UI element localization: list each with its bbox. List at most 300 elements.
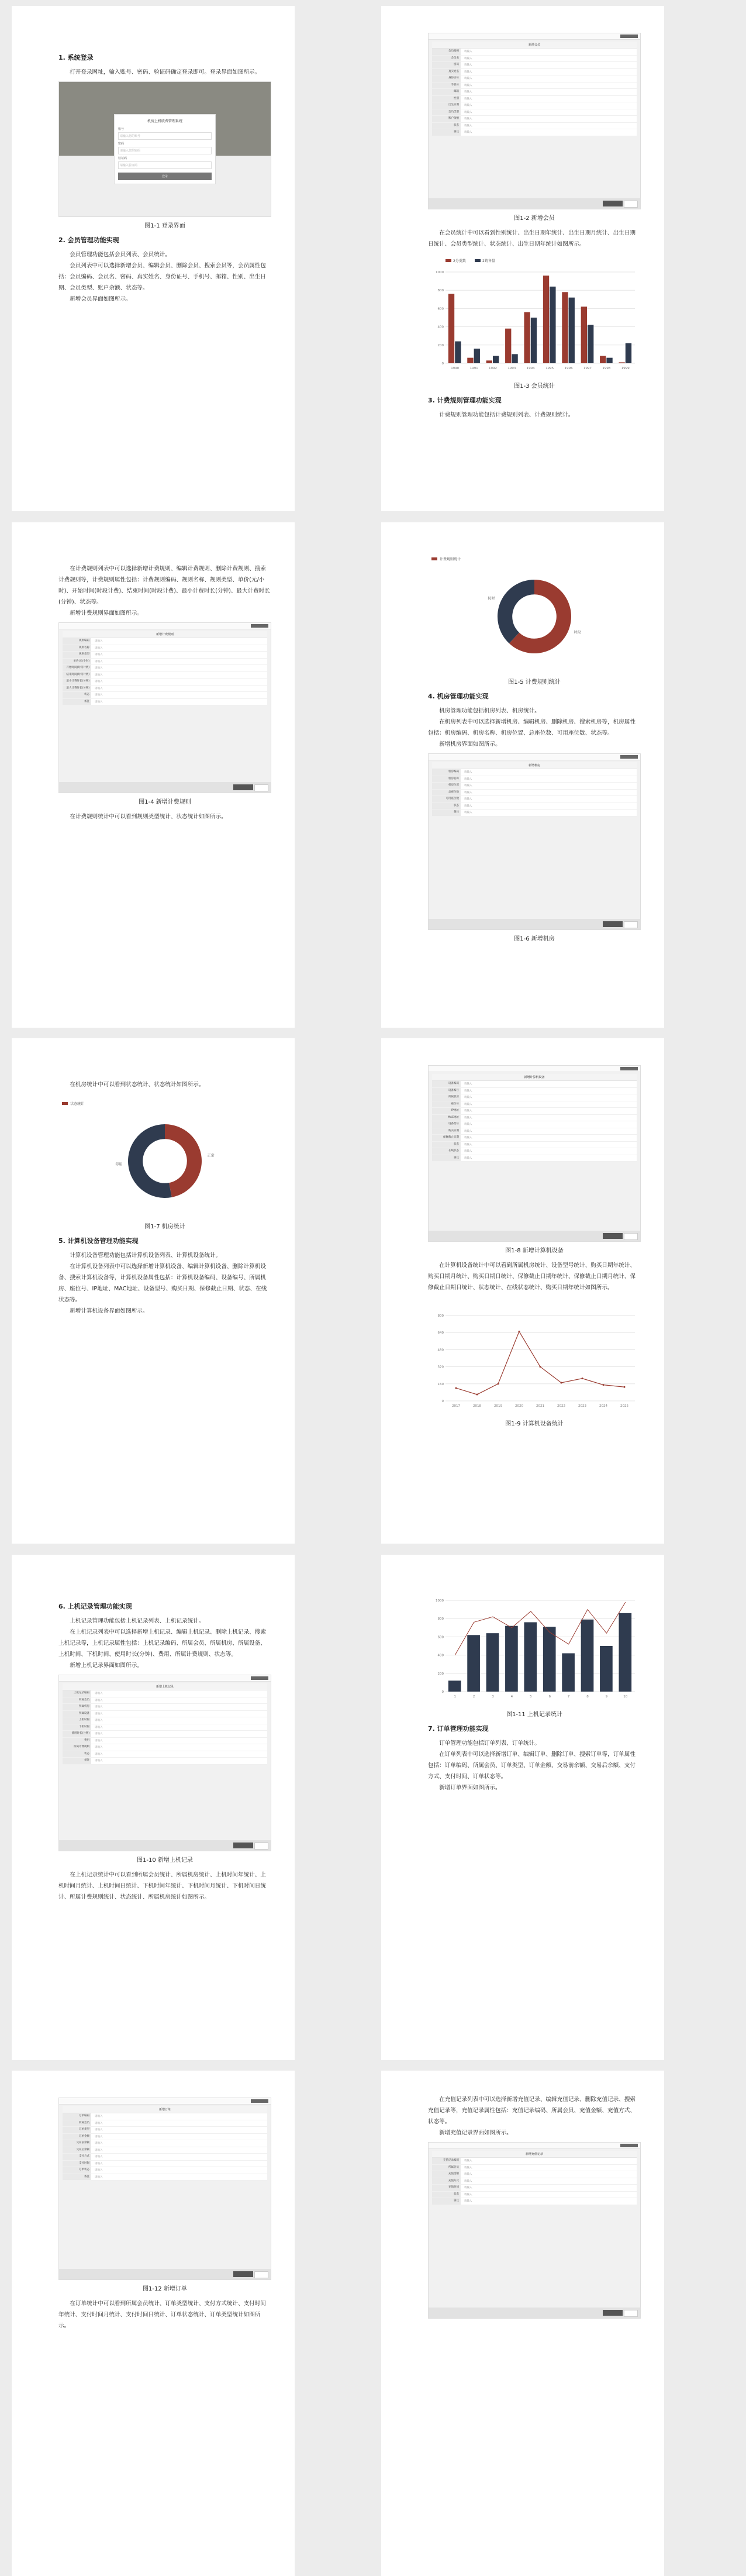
form-row bbox=[432, 1135, 637, 1142]
form-input[interactable]: 请输入 bbox=[95, 694, 103, 697]
legend-swatch bbox=[445, 259, 451, 262]
paragraph: 在上机记录列表中可以选择新增上机记录、编辑上机记录、删除上机记录、搜索上机记录等，上机记录属性包括：上机记录编码、所属会员、所属机房、所属设备、上机时间、下机时间、使用时长(分钟)、费用、所属计费规则、状态等。 bbox=[58, 1629, 266, 1658]
section-heading: 6. 上机记录管理功能实现 bbox=[58, 1603, 132, 1610]
form-input[interactable]: 请输入 bbox=[464, 77, 472, 81]
page-content bbox=[58, 1596, 271, 1903]
form-row bbox=[63, 2167, 267, 2174]
form-input[interactable]: 请输入 bbox=[464, 2173, 472, 2176]
form-row bbox=[63, 672, 267, 679]
paragraph: 在计算机设备列表中可以选择新增计算机设备、编辑计算机设备、删除计算机设备、搜索计算机设备等，计算机设备属性包括：计算机设备编码、设备编号、所属机房、座位号、IP地址、MAC地址、设备型号、购买日期、保修截止日期、状态、在线状态等。 bbox=[58, 1263, 267, 1303]
x-tick: 1 bbox=[454, 1695, 456, 1699]
form-input[interactable]: 请输入 bbox=[95, 1752, 103, 1756]
y-tick: 200 bbox=[437, 343, 444, 347]
form-label: 所属会员 bbox=[432, 2165, 461, 2171]
save-button[interactable] bbox=[603, 201, 623, 206]
form-row bbox=[63, 2120, 267, 2127]
paragraph: 在上机记录统计中可以看到所属会员统计、所属机房统计、上机时间年统计、上机时间月统计、上机时间日统计、下机时间年统计、下机时间月统计、下机时间日统计、所属计费规则统计、状态统计、所属机房统计如图所示。 bbox=[58, 1872, 266, 1900]
form-row bbox=[63, 652, 267, 659]
form-row bbox=[432, 116, 637, 123]
x-tick: 1996 bbox=[564, 367, 573, 370]
x-tick: 2024 bbox=[599, 1404, 607, 1408]
form-label: 性别 bbox=[432, 96, 461, 102]
form-row bbox=[63, 1717, 267, 1724]
form-input[interactable]: 请输入 bbox=[464, 70, 472, 74]
form-input[interactable]: 请输入 bbox=[95, 1719, 103, 1723]
y-tick: 800 bbox=[437, 289, 444, 293]
section-heading: 5. 计算机设备管理功能实现 bbox=[58, 1237, 139, 1245]
y-tick: 800 bbox=[437, 1617, 444, 1621]
form-label: 状态 bbox=[63, 692, 91, 698]
form-panel bbox=[432, 2151, 637, 2205]
cancel-button[interactable] bbox=[624, 201, 638, 208]
form-input[interactable]: 请输入 bbox=[464, 1123, 472, 1127]
legend-label: 计费规则统计 bbox=[440, 557, 461, 562]
form-row bbox=[63, 1758, 267, 1765]
section-heading: 4. 机房管理功能实现 bbox=[428, 693, 489, 700]
x-tick: 1999 bbox=[621, 367, 630, 370]
form-label: 备注 bbox=[63, 699, 91, 705]
form-row bbox=[432, 1148, 637, 1155]
form-row bbox=[432, 1142, 637, 1149]
x-tick: 2023 bbox=[578, 1404, 586, 1408]
figure-caption: 图1-1 登录界面 bbox=[144, 223, 185, 229]
form-row bbox=[432, 810, 637, 817]
page-content bbox=[58, 563, 271, 822]
save-button[interactable] bbox=[233, 2271, 253, 2277]
window-bar bbox=[429, 33, 640, 40]
form-label: 上机时间 bbox=[63, 1717, 91, 1724]
form-input[interactable]: 请输入 bbox=[95, 1746, 103, 1750]
y-tick: 0 bbox=[441, 1400, 444, 1403]
form-row bbox=[432, 1094, 637, 1101]
y-tick: 600 bbox=[437, 1635, 444, 1640]
bar bbox=[626, 343, 631, 363]
form-input[interactable]: 请输入 bbox=[464, 2179, 472, 2183]
page-content bbox=[428, 29, 641, 421]
form-input[interactable]: 请输入 bbox=[464, 804, 472, 808]
form-label: 充值记录编码 bbox=[432, 2158, 461, 2164]
form-input[interactable]: 请输入 bbox=[464, 2200, 472, 2203]
figure-caption: 图1-6 新增机房 bbox=[514, 936, 555, 942]
form-label: 费用 bbox=[63, 1738, 91, 1744]
form-input[interactable]: 请输入 bbox=[464, 1103, 472, 1106]
form-row bbox=[63, 659, 267, 666]
form-row bbox=[432, 2165, 637, 2172]
form-row bbox=[432, 62, 637, 69]
form-input[interactable]: 请输入 bbox=[95, 653, 103, 657]
login-input[interactable]: 请输入您的密码 bbox=[118, 147, 212, 154]
form-label: 订单类型 bbox=[63, 2127, 91, 2133]
form-input[interactable]: 请输入 bbox=[95, 2129, 103, 2132]
form-title: 新增上机记录 bbox=[63, 1683, 267, 1690]
figure-caption: 图1-5 计费规则统计 bbox=[508, 679, 561, 686]
form-label: 所属机房 bbox=[63, 1704, 91, 1710]
form-label: 备注 bbox=[432, 129, 461, 136]
y-tick: 640 bbox=[437, 1331, 444, 1335]
form-row bbox=[432, 783, 637, 790]
form-input[interactable]: 请输入 bbox=[95, 2162, 103, 2165]
paragraph: 新增计费规则界面如图所示。 bbox=[70, 610, 143, 617]
form-input[interactable]: 请输入 bbox=[95, 1759, 103, 1763]
form-input[interactable]: 请输入 bbox=[464, 111, 472, 114]
page-9 bbox=[12, 2071, 295, 2576]
figure-caption: 图1-10 新增上机记录 bbox=[137, 1857, 193, 1864]
figure-caption: 图1-3 会员统计 bbox=[514, 383, 555, 390]
form-row bbox=[432, 123, 637, 130]
form-input[interactable]: 请输入 bbox=[464, 1137, 472, 1140]
save-button[interactable] bbox=[233, 784, 253, 790]
save-button[interactable] bbox=[603, 1233, 623, 1239]
legend-swatch bbox=[475, 259, 481, 262]
login-input[interactable]: 请输入您的账号 bbox=[118, 132, 212, 140]
form-label: IP地址 bbox=[432, 1108, 461, 1114]
cancel-button[interactable] bbox=[254, 1843, 268, 1850]
form-label: 出生日期 bbox=[432, 102, 461, 109]
form-input[interactable]: 请输入 bbox=[95, 1699, 103, 1702]
form-input[interactable]: 请输入 bbox=[95, 1712, 103, 1716]
form-input[interactable]: 请输入 bbox=[95, 1733, 103, 1736]
form-input[interactable]: 请输入 bbox=[95, 2175, 103, 2179]
form-row bbox=[63, 665, 267, 672]
form-input[interactable]: 请输入 bbox=[464, 1083, 472, 1086]
y-tick: 160 bbox=[437, 1382, 444, 1386]
form-panel bbox=[63, 1683, 267, 1765]
form-label: 邮箱 bbox=[432, 89, 461, 95]
form-label: 交易后余额 bbox=[63, 2147, 91, 2154]
cancel-button[interactable] bbox=[624, 1233, 638, 1240]
x-tick: 9 bbox=[605, 1695, 608, 1699]
form-label: 下机时间 bbox=[63, 1724, 91, 1731]
window-bar bbox=[429, 1066, 640, 1072]
paragraph: 在订单统计中可以看到所属会员统计、订单类型统计、支付方式统计、支付时间年统计、支付时间月统计、支付时间日统计、订单状态统计、订单类型统计如图所示。 bbox=[58, 2301, 266, 2329]
cancel-button[interactable] bbox=[624, 921, 638, 928]
form-footer bbox=[59, 2269, 271, 2279]
cancel-button[interactable] bbox=[624, 2310, 638, 2317]
y-tick: 320 bbox=[437, 1365, 444, 1369]
form-screenshot bbox=[428, 1065, 641, 1242]
form-input[interactable]: 请输入 bbox=[464, 91, 472, 94]
cancel-button[interactable] bbox=[254, 2271, 268, 2278]
form-row bbox=[432, 2178, 637, 2185]
paragraph: 在计费规则列表中可以选择新增计费规则、编辑计费规则、删除计费规则、搜索计费规则等，计费规则属性包括：计费规则编码、规则名称、规则类型、单价(元/小时)、开始时间(时段计费)、结束时间(时段计费)、最小计费时长(分钟)、最大计费时长(分钟)、状态等。 bbox=[58, 566, 270, 605]
window-bar bbox=[59, 2098, 271, 2105]
page-1 bbox=[12, 6, 295, 511]
form-input[interactable]: 请输入 bbox=[95, 2148, 103, 2152]
close-button[interactable] bbox=[620, 755, 638, 759]
form-input[interactable]: 请输入 bbox=[464, 1116, 472, 1120]
y-tick: 400 bbox=[437, 1654, 444, 1658]
form-row bbox=[63, 638, 267, 645]
form-label: 会员名 bbox=[432, 56, 461, 62]
form-label: 密码 bbox=[432, 62, 461, 68]
bar bbox=[606, 358, 612, 363]
form-input[interactable]: 请输入 bbox=[464, 1150, 472, 1153]
chart-c3 bbox=[58, 1095, 271, 1218]
form-input[interactable]: 请输入 bbox=[95, 1692, 103, 1696]
figure-caption: 图1-12 新增订单 bbox=[143, 2286, 187, 2292]
form-input[interactable]: 请输入 bbox=[464, 97, 472, 101]
form-label: 可用座位数 bbox=[432, 796, 461, 803]
bar bbox=[581, 306, 587, 363]
form-title: 新增计算机设备 bbox=[432, 1074, 637, 1081]
form-label: 设备编码 bbox=[432, 1081, 461, 1087]
form-row bbox=[63, 2134, 267, 2141]
form-input[interactable]: 请输入 bbox=[95, 2142, 103, 2145]
close-button[interactable] bbox=[251, 1676, 268, 1680]
form-label: 使用时长(分钟) bbox=[63, 1731, 91, 1737]
page-content bbox=[428, 1578, 641, 1793]
form-input[interactable]: 请输入 bbox=[95, 2155, 103, 2159]
form-footer bbox=[59, 782, 271, 793]
form-input[interactable]: 请输入 bbox=[95, 700, 103, 704]
form-input[interactable]: 请输入 bbox=[464, 1156, 472, 1160]
x-tick: 2017 bbox=[452, 1404, 460, 1408]
form-input[interactable]: 请输入 bbox=[95, 687, 103, 690]
form-label: 购买日期 bbox=[432, 1128, 461, 1135]
chart-c5 bbox=[428, 1583, 641, 1706]
form-label: 交易前余额 bbox=[63, 2140, 91, 2147]
form-footer bbox=[429, 198, 640, 209]
form-input[interactable]: 请输入 bbox=[95, 660, 103, 663]
cancel-button[interactable] bbox=[254, 784, 268, 791]
form-input[interactable]: 请输入 bbox=[464, 771, 472, 774]
paragraph: 会员列表中可以选择新增会员、编辑会员、删除会员、搜索会员等，会员属性包括：会员编码、会员名、密码、真实姓名、身份证号、手机号、邮箱、性别、出生日期、会员类型、账户余额、状态等。 bbox=[58, 263, 266, 291]
form-row bbox=[432, 776, 637, 783]
y-tick: 400 bbox=[437, 325, 444, 329]
save-button[interactable] bbox=[603, 2310, 623, 2316]
form-input[interactable]: 请输入 bbox=[95, 2122, 103, 2125]
form-input[interactable]: 请输入 bbox=[95, 1706, 103, 1709]
chart-figure bbox=[428, 1298, 641, 1415]
form-row bbox=[63, 1738, 267, 1745]
form-row bbox=[432, 1088, 637, 1095]
form-title: 新增计费规则 bbox=[63, 631, 267, 638]
chart-figure bbox=[428, 254, 641, 377]
form-panel bbox=[432, 42, 637, 136]
close-button[interactable] bbox=[251, 2099, 268, 2103]
form-input[interactable]: 请输入 bbox=[464, 50, 472, 54]
form-input[interactable]: 请输入 bbox=[95, 2115, 103, 2119]
form-input[interactable]: 请输入 bbox=[464, 118, 472, 121]
bar bbox=[600, 1646, 613, 1692]
bar bbox=[524, 1622, 537, 1692]
form-screenshot bbox=[58, 1675, 271, 1851]
form-row bbox=[432, 1081, 637, 1088]
form-row bbox=[432, 129, 637, 136]
paragraph: 新增充值记录界面如图所示。 bbox=[439, 2130, 512, 2136]
login-title: 机房上机收费管理系统 bbox=[147, 119, 182, 123]
bar bbox=[543, 1627, 556, 1692]
form-label: 机房编码 bbox=[432, 769, 461, 776]
form-label: 备注 bbox=[63, 2174, 91, 2181]
series-line bbox=[456, 1331, 624, 1394]
form-input[interactable]: 请输入 bbox=[464, 1129, 472, 1133]
form-input[interactable]: 请输入 bbox=[464, 64, 472, 67]
form-input[interactable]: 请输入 bbox=[95, 2135, 103, 2138]
form-row bbox=[63, 1704, 267, 1711]
paragraph: 在会员统计中可以看到性别统计、出生日期年统计、出生日期月统计、出生日期日统计、会员类型统计、状态统计、出生日期年统计如图所示。 bbox=[428, 230, 636, 247]
pie-slice bbox=[165, 1124, 202, 1197]
form-label: 机房位置 bbox=[432, 783, 461, 789]
form-row bbox=[432, 69, 637, 76]
form-input[interactable]: 请输入 bbox=[464, 124, 472, 128]
form-row bbox=[63, 1744, 267, 1751]
window-bar bbox=[429, 754, 640, 760]
figure-caption: 图1-2 新增会员 bbox=[514, 215, 555, 222]
form-label: 订单状态 bbox=[63, 2167, 91, 2174]
form-row bbox=[63, 2140, 267, 2147]
bar bbox=[448, 294, 454, 363]
form-title: 新增会员 bbox=[432, 42, 637, 49]
page-content bbox=[58, 2094, 271, 2332]
chart-figure bbox=[428, 1583, 641, 1706]
paragraph: 在机房列表中可以选择新增机房、编辑机房、删除机房、搜索机房等，机房属性包括：机房编码、机房名称、机房位置、总座位数、可用座位数、状态等。 bbox=[428, 719, 636, 736]
form-screenshot bbox=[428, 33, 641, 209]
form-label: 充值方式 bbox=[432, 2178, 461, 2185]
paragraph: 机房管理功能包括机房列表、机房统计。 bbox=[439, 708, 540, 714]
form-row bbox=[63, 1724, 267, 1731]
form-row bbox=[432, 1155, 637, 1162]
form-label: 支付方式 bbox=[63, 2154, 91, 2160]
form-label: 真实姓名 bbox=[432, 69, 461, 75]
bar bbox=[474, 349, 480, 363]
form-screenshot bbox=[428, 2142, 641, 2319]
form-row bbox=[63, 2127, 267, 2134]
paragraph: 新增计算机设备界面如图所示。 bbox=[70, 1308, 148, 1314]
form-input[interactable]: 请输入 bbox=[464, 2193, 472, 2196]
figure-caption: 图1-8 新增计算机设备 bbox=[505, 1248, 564, 1254]
form-label: 所属会员 bbox=[63, 1697, 91, 1704]
form-input[interactable]: 请输入 bbox=[464, 811, 472, 815]
form-input[interactable]: 请输入 bbox=[464, 791, 472, 794]
paragraph: 在订单列表中可以选择新增订单、编辑订单、删除订单、搜索订单等，订单属性包括：订单编码、所属会员、订单类型、订单金额、交易前余额、交易后余额、支付方式、支付时间、订单状态等。 bbox=[428, 1751, 636, 1780]
form-input[interactable]: 请输入 bbox=[464, 784, 472, 788]
form-input[interactable]: 请输入 bbox=[464, 1096, 472, 1100]
section-heading: 3. 计费规则管理功能实现 bbox=[428, 397, 502, 404]
bar bbox=[562, 292, 568, 363]
x-tick: 7 bbox=[567, 1695, 570, 1699]
form-input[interactable]: 请输入 bbox=[95, 667, 103, 670]
bar bbox=[505, 1626, 518, 1692]
x-tick: 2020 bbox=[515, 1404, 523, 1408]
form-row bbox=[432, 790, 637, 797]
form-input[interactable]: 请输入 bbox=[95, 2169, 103, 2172]
bar bbox=[543, 275, 549, 363]
page-7 bbox=[12, 1555, 295, 2060]
bar bbox=[467, 1635, 480, 1692]
form-label: 保修截止日期 bbox=[432, 1135, 461, 1141]
form-input[interactable]: 请输入 bbox=[464, 2160, 472, 2163]
form-label: 充值时间 bbox=[432, 2185, 461, 2191]
login-button[interactable]: 登录 bbox=[118, 173, 212, 180]
bar bbox=[486, 360, 492, 363]
form-input[interactable]: 请输入 bbox=[464, 57, 472, 60]
save-button[interactable] bbox=[233, 1843, 253, 1848]
form-footer bbox=[429, 1231, 640, 1241]
form-label: 状态 bbox=[432, 803, 461, 810]
form-input[interactable]: 请输入 bbox=[464, 777, 472, 781]
close-button[interactable] bbox=[620, 2144, 638, 2147]
close-button[interactable] bbox=[251, 624, 268, 628]
form-row bbox=[63, 2113, 267, 2120]
form-label: 备注 bbox=[63, 1758, 91, 1764]
login-field-label: 账号 bbox=[118, 128, 125, 131]
form-title: 新增充值记录 bbox=[432, 2151, 637, 2158]
bar bbox=[524, 312, 530, 363]
pie-slice bbox=[498, 580, 534, 643]
form-row bbox=[432, 2185, 637, 2192]
x-tick: 2022 bbox=[557, 1404, 565, 1408]
form-label: 座位号 bbox=[432, 1101, 461, 1108]
chart-c2 bbox=[428, 550, 641, 673]
form-label: 在线状态 bbox=[432, 1148, 461, 1155]
page-content bbox=[58, 47, 271, 305]
close-button[interactable] bbox=[620, 1067, 638, 1070]
form-input[interactable]: 请输入 bbox=[464, 798, 472, 801]
form-input[interactable]: 请输入 bbox=[95, 673, 103, 677]
form-input[interactable]: 请输入 bbox=[95, 1726, 103, 1729]
figure-caption: 图1-4 新增计费规则 bbox=[139, 799, 191, 805]
form-label: 备注 bbox=[432, 1155, 461, 1162]
chart-c1 bbox=[428, 254, 641, 377]
legend-label: 2分类数 bbox=[453, 259, 466, 263]
save-button[interactable] bbox=[603, 921, 623, 927]
form-input[interactable]: 请输入 bbox=[464, 2186, 472, 2190]
form-input[interactable]: 请输入 bbox=[464, 84, 472, 87]
form-panel bbox=[432, 1074, 637, 1162]
paragraph: 在计费规则统计中可以看到规则类型统计、状态统计如图所示。 bbox=[70, 814, 227, 820]
form-row bbox=[432, 2198, 637, 2205]
form-input[interactable]: 请输入 bbox=[464, 2166, 472, 2169]
form-input[interactable]: 请输入 bbox=[464, 131, 472, 135]
form-input[interactable]: 请输入 bbox=[95, 680, 103, 684]
form-row bbox=[63, 1690, 267, 1697]
form-label: 订单金额 bbox=[63, 2134, 91, 2140]
page-content bbox=[428, 546, 641, 948]
bar bbox=[619, 362, 624, 363]
form-input[interactable]: 请输入 bbox=[95, 1739, 103, 1742]
close-button[interactable] bbox=[620, 35, 638, 38]
x-tick: 2021 bbox=[536, 1404, 544, 1408]
slice-label: 停用 bbox=[115, 1162, 123, 1167]
form-label: 设备型号 bbox=[432, 1121, 461, 1128]
form-input[interactable]: 请输入 bbox=[95, 640, 103, 643]
bar bbox=[467, 358, 473, 363]
login-input[interactable]: 请输入验证码 bbox=[118, 161, 212, 169]
figure-caption: 图1-7 机房统计 bbox=[144, 1224, 185, 1230]
form-input[interactable]: 请输入 bbox=[464, 1143, 472, 1146]
form-row bbox=[432, 796, 637, 803]
form-label: 总座位数 bbox=[432, 790, 461, 796]
x-tick: 1997 bbox=[583, 367, 592, 370]
form-label: 备注 bbox=[432, 810, 461, 816]
page-2 bbox=[381, 6, 664, 511]
form-label: 订单编码 bbox=[63, 2113, 91, 2120]
form-input[interactable]: 请输入 bbox=[464, 1089, 472, 1093]
paragraph: 会员管理功能包括会员列表、会员统计。 bbox=[70, 252, 171, 258]
x-tick: 2019 bbox=[494, 1404, 502, 1408]
x-tick: 1995 bbox=[545, 367, 554, 370]
paragraph: 上机记录管理功能包括上机记录列表、上机记录统计。 bbox=[70, 1618, 205, 1624]
form-label: 会员编码 bbox=[432, 49, 461, 55]
form-row bbox=[63, 699, 267, 706]
login-box bbox=[114, 114, 216, 184]
form-input[interactable]: 请输入 bbox=[464, 1110, 472, 1113]
x-tick: 8 bbox=[586, 1695, 589, 1699]
form-label: 所属设备 bbox=[63, 1711, 91, 1717]
form-input[interactable]: 请输入 bbox=[95, 646, 103, 650]
form-input[interactable]: 请输入 bbox=[464, 104, 472, 108]
